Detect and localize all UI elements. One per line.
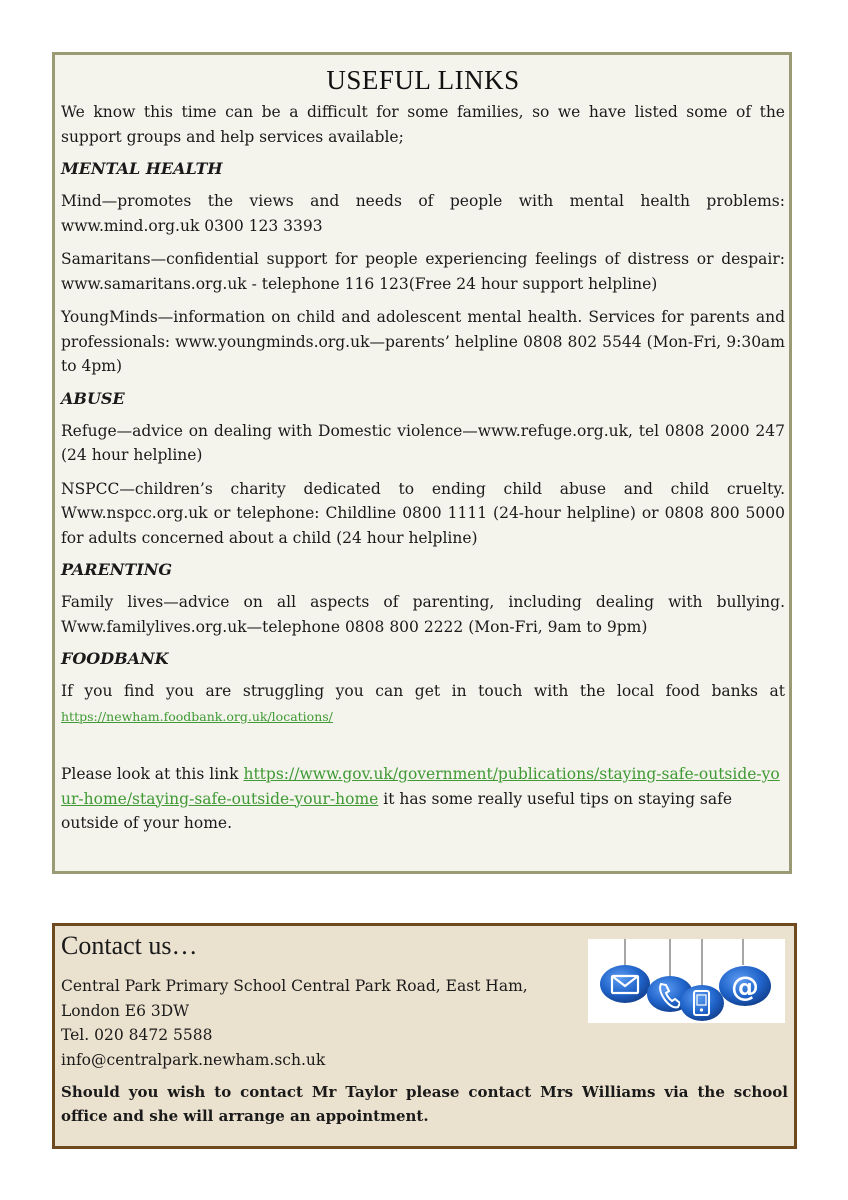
useful-links-panel <box>52 52 792 874</box>
appointment-note: Should you wish to contact Mr Taylor please contact Mrs Williams via the school office and she will arrange an appointment. <box>61 1083 788 1125</box>
contact-icons-graphic <box>588 939 785 1023</box>
heading-foodbank: FOODBANK <box>61 649 169 668</box>
intro-text: We know this time can be a difficult for some families, so we have listed some of the support groups and help services available; <box>61 103 785 146</box>
heading-abuse: ABUSE <box>61 388 125 408</box>
heading-parenting: PARENTING <box>61 560 173 579</box>
svg-text:@: @ <box>731 970 759 1003</box>
foodbank-entry <box>61 679 785 729</box>
address-line-2: London E6 3DW <box>61 1001 190 1020</box>
telephone: Tel. 020 8472 5588 <box>61 1026 213 1044</box>
closing-text-before: Please look at this link <box>61 765 244 783</box>
heading-mental-health: MENTAL HEALTH <box>61 159 223 178</box>
address-line-1: Central Park Primary School Central Park Road, East Ham, <box>61 977 528 995</box>
samaritans-entry: Samaritans—confidential support for people experiencing feelings of distress or despair: www.samaritans.org.uk - telephone 116 123(Free 24 hour support helpline) <box>61 250 785 293</box>
envelope-icon <box>600 965 650 1003</box>
contact-panel <box>52 923 797 1149</box>
gov-uk-link[interactable]: https://www.gov.uk/government/publications/staying-safe-outside-your-home/staying-safe-outside-your-home <box>61 765 780 808</box>
refuge-entry: Refuge—advice on dealing with Domestic violence—www.refuge.org.uk, tel 0808 2000 247 (24 hour helpline) <box>61 421 785 464</box>
closing-paragraph <box>61 762 785 836</box>
contact-title: Contact us… <box>61 931 198 960</box>
nspcc-entry: NSPCC—children’s charity dedicated to ending child abuse and child cruelty. Www.nspcc.org.uk or telephone: Childline 0800 1111 (24-hour helpline) or 0808 800 5000 for adults concerned about a child (24 hour helpline) <box>61 479 785 547</box>
closing-text-after: it has some really useful tips on staying safe outside of your home. <box>61 789 733 832</box>
at-sign-icon <box>719 966 771 1006</box>
foodbank-text: If you find you are struggling you can get in touch with the local food banks at <box>61 682 785 700</box>
email[interactable]: info@centralpark.newham.sch.uk <box>61 1050 326 1069</box>
mobile-phone-icon <box>680 985 724 1021</box>
mind-entry: Mind—promotes the views and needs of people with mental health problems: www.mind.org.uk 0300 123 3393 <box>61 192 785 235</box>
page-title: USEFUL LINKS <box>326 65 520 95</box>
family-lives-entry: Family lives—advice on all aspects of parenting, including dealing with bullying. Www.familylives.org.uk—telephone 0808 800 2222 (Mon-Fri, 9am to 9pm) <box>61 593 785 636</box>
youngminds-entry: YoungMinds—information on child and adolescent mental health. Services for parents and professionals: www.youngminds.org.uk—parents’ helpline 0808 802 5544 (Mon-Fri, 9:30am to 4pm) <box>61 308 785 375</box>
foodbank-link[interactable]: https://newham.foodbank.org.uk/locations/ <box>61 708 333 724</box>
